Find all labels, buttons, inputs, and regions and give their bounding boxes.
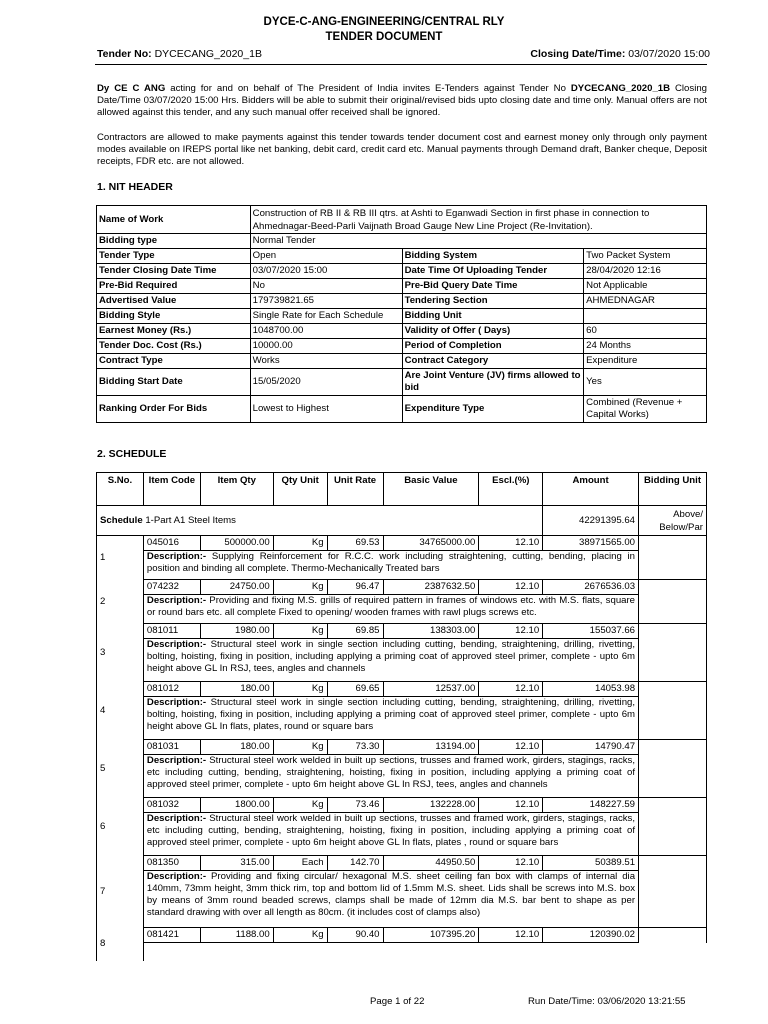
nit-label: Bidding Style (97, 309, 251, 324)
nit-value: Lowest to Highest (250, 396, 402, 423)
item-code: 074232 (143, 580, 200, 595)
item-sno: 2 (97, 580, 144, 624)
item-escl: 12.10 (479, 928, 543, 943)
col-header: Unit Rate (327, 473, 383, 506)
item-sno: 4 (97, 682, 144, 740)
nit-label: Expenditure Type (402, 396, 584, 423)
schedule-title: 2. SCHEDULE (97, 448, 167, 460)
item-description (143, 755, 638, 798)
item-bidding-unit (639, 740, 707, 755)
item-qty: 1980.00 (200, 624, 273, 639)
schedule-desc-row (97, 551, 707, 580)
item-description (143, 943, 638, 962)
table-row (97, 396, 707, 423)
schedule-desc-row (97, 755, 707, 798)
item-basic: 107395.20 (383, 928, 479, 943)
item-code: 081350 (143, 856, 200, 871)
schedule-desc-row (97, 595, 707, 624)
nit-label: Tender Closing Date Time (97, 264, 251, 279)
issuer: Dy CE C ANG (97, 83, 166, 94)
item-qty: 315.00 (200, 856, 273, 871)
item-code: 081011 (143, 624, 200, 639)
nit-label: Tender Type (97, 249, 251, 264)
item-escl: 12.10 (479, 682, 543, 697)
run-datetime: Run Date/Time: 03/06/2020 13:21:55 (528, 996, 686, 1007)
item-sno: 5 (97, 740, 144, 798)
schedule-desc-row (97, 813, 707, 856)
nit-value: 28/04/2020 12:16 (584, 264, 707, 279)
nit-value: Open (250, 249, 402, 264)
item-basic: 44950.50 (383, 856, 479, 871)
nit-value: 1048700.00 (250, 324, 402, 339)
nit-label: Bidding System (402, 249, 584, 264)
nit-value: Yes (584, 369, 707, 396)
schedule-item-row (97, 928, 707, 943)
schedule-desc-row (97, 871, 707, 928)
nit-label: Tender Doc. Cost (Rs.) (97, 339, 251, 354)
nit-header-title: 1. NIT HEADER (97, 181, 173, 193)
nit-label: Pre-Bid Required (97, 279, 251, 294)
schedule-group-row (97, 506, 707, 536)
item-bidding-unit-cont (639, 871, 707, 928)
item-unit: Kg (273, 624, 327, 639)
item-qty: 1800.00 (200, 798, 273, 813)
table-row (97, 234, 707, 249)
item-basic: 12537.00 (383, 682, 479, 697)
item-basic: 34765000.00 (383, 536, 479, 551)
table-row (97, 264, 707, 279)
nit-value: 03/07/2020 15:00 (250, 264, 402, 279)
col-header: S.No. (97, 473, 144, 506)
col-header: Basic Value (383, 473, 479, 506)
intro-paragraph-2: Contractors are allowed to make payments against this tender towards tender document cost and earnest money only through only payment modes available on IREPS portal like net banking, debit card, credit card etc. Manual payments through Demand draft, Banker cheque, Deposit receipts, FDR etc. are not allowed. (97, 132, 707, 167)
item-rate: 73.30 (327, 740, 383, 755)
item-qty: 500000.00 (200, 536, 273, 551)
schedule-desc-row (97, 639, 707, 682)
nit-label: Bidding Unit (402, 309, 584, 324)
description-text: Providing and fixing M.S. grills of required pattern in frames of windows etc. with M.S. flats, square or round bars etc. all complete Fixed to opening/ wooden frames with rawl plugs screws etc. (146, 595, 636, 618)
col-header: Amount (543, 473, 639, 506)
nit-value: Two Packet System (584, 249, 707, 264)
schedule-item-row (97, 580, 707, 595)
item-escl: 12.10 (479, 740, 543, 755)
item-rate: 69.65 (327, 682, 383, 697)
item-unit: Kg (273, 536, 327, 551)
item-description (143, 639, 638, 682)
bidding-type-label: Bidding type (97, 234, 251, 249)
schedule-name: 1-Part A1 Steel Items (142, 514, 236, 526)
nit-label: Advertised Value (97, 294, 251, 309)
item-amount: 14053.98 (543, 682, 639, 697)
nit-value: 179739821.65 (250, 294, 402, 309)
item-bidding-unit (639, 928, 707, 943)
nit-label: Ranking Order For Bids (97, 396, 251, 423)
item-bidding-unit (639, 580, 707, 595)
item-amount: 120390.02 (543, 928, 639, 943)
table-row (97, 279, 707, 294)
nit-value: Not Applicable (584, 279, 707, 294)
item-escl: 12.10 (479, 798, 543, 813)
item-sno: 3 (97, 624, 144, 682)
item-basic: 132228.00 (383, 798, 479, 813)
item-qty: 24750.00 (200, 580, 273, 595)
item-description (143, 697, 638, 740)
item-amount: 38971565.00 (543, 536, 639, 551)
nit-label: Pre-Bid Query Date Time (402, 279, 584, 294)
item-unit: Kg (273, 928, 327, 943)
name-of-work-value: Construction of RB II & RB III qtrs. at Ashti to Eganwadi Section in first phase in connection to Ahmednagar-Beed-Parli Vaijnath Broad Gauge New Line Project (Re-Invitation). (250, 206, 706, 234)
item-escl: 12.10 (479, 536, 543, 551)
item-amount: 50389.51 (543, 856, 639, 871)
item-qty: 1188.00 (200, 928, 273, 943)
nit-value: Combined (Revenue + Capital Works) (584, 396, 707, 423)
schedule-table (96, 472, 707, 961)
item-bidding-unit-cont (639, 943, 707, 962)
nit-label: Bidding Start Date (97, 369, 251, 396)
item-bidding-unit (639, 856, 707, 871)
item-unit: Kg (273, 798, 327, 813)
item-bidding-unit-cont (639, 639, 707, 682)
col-header: Qty Unit (273, 473, 327, 506)
item-basic: 138303.00 (383, 624, 479, 639)
item-unit: Each (273, 856, 327, 871)
nit-value: Single Rate for Each Schedule (250, 309, 402, 324)
item-description (143, 871, 638, 928)
description-text: Providing and fixing circular/ hexagonal M.S. sheet ceiling fan box with clamps of internal dia 140mm, 73mm height, 3mm thick rim, top and bottom lid of 1.5mm M.S. sheet. Lids shall be screws into M.S. box by means of 3mm round beaded screws, clamps shall be made of 12mm dia M.S. bar bent to shape as per standard drawing with over all length as 80cm. (it includes cost of clamps also) (146, 871, 636, 918)
description-text: Structural steel work in single section including cutting, bending, straightening, drilling, rivetting, bolting, hoisting, fixing in position, including applying a priming coat of approved steel primer, complete - upto 6m height above GL In RSJ, tees, angles and channels (146, 639, 636, 674)
table-row (97, 206, 707, 234)
item-amount: 2676536.03 (543, 580, 639, 595)
description-label: Description:- (146, 755, 207, 766)
bidding-type-value: Normal Tender (250, 234, 706, 249)
header-divider (95, 64, 707, 65)
item-escl: 12.10 (479, 624, 543, 639)
nit-label: Tendering Section (402, 294, 584, 309)
col-header: Item Qty (200, 473, 273, 506)
item-unit: Kg (273, 740, 327, 755)
schedule-item-row (97, 740, 707, 755)
item-rate: 69.53 (327, 536, 383, 551)
doc-title: TENDER DOCUMENT (325, 31, 443, 43)
item-qty: 180.00 (200, 682, 273, 697)
nit-value: Expenditure (584, 354, 707, 369)
schedule-item-row (97, 856, 707, 871)
nit-label: Validity of Offer ( Days) (402, 324, 584, 339)
nit-value: Works (250, 354, 402, 369)
description-label: Description:- (146, 551, 207, 562)
nit-value: 10000.00 (250, 339, 402, 354)
item-rate: 69.85 (327, 624, 383, 639)
intro-text-1: acting for and on behalf of The President of India invites E-Tenders against Tender No (165, 83, 571, 94)
description-text: Structural steel work welded in built up sections, trusses and framed work, girders, stagings, racks, etc including cutting, bending, straightening, hoisting, fixing in position, including applying a priming coat of approved steel primer, complete - upto 6m height above GL In RSJ, tees, angles and channels (146, 755, 636, 790)
item-qty: 180.00 (200, 740, 273, 755)
nit-value: 60 (584, 324, 707, 339)
table-row (97, 369, 707, 396)
closing-datetime (530, 48, 710, 60)
nit-label: Earnest Money (Rs.) (97, 324, 251, 339)
item-bidding-unit (639, 682, 707, 697)
name-of-work-label: Name of Work (97, 206, 251, 234)
item-amount: 148227.59 (543, 798, 639, 813)
description-label: Description:- (146, 639, 207, 650)
tender-ref: DYCECANG_2020_1B (570, 83, 671, 94)
tender-no-value: DYCECANG_2020_1B (154, 48, 262, 60)
nit-label: Contract Category (402, 354, 584, 369)
schedule-amount: 42291395.64 (543, 506, 639, 536)
schedule-desc-row (97, 943, 707, 962)
item-basic: 13194.00 (383, 740, 479, 755)
schedule-header-row (97, 473, 707, 506)
nit-label: Period of Completion (402, 339, 584, 354)
nit-value: No (250, 279, 402, 294)
table-row (97, 324, 707, 339)
schedule-label: Schedule (100, 514, 143, 526)
schedule-item-row (97, 536, 707, 551)
item-sno: 8 (97, 928, 144, 962)
page-number: Page 1 of 22 (370, 996, 425, 1007)
item-description (143, 813, 638, 856)
nit-value: AHMEDNAGAR (584, 294, 707, 309)
description-label: Description:- (146, 813, 207, 824)
item-amount: 14790.47 (543, 740, 639, 755)
schedule-item-row (97, 682, 707, 697)
item-sno: 7 (97, 856, 144, 928)
table-row (97, 339, 707, 354)
item-code: 081031 (143, 740, 200, 755)
item-sno: 6 (97, 798, 144, 856)
description-label: Description:- (146, 697, 207, 708)
nit-value: 15/05/2020 (250, 369, 402, 396)
item-sno: 1 (97, 536, 144, 580)
item-escl: 12.10 (479, 580, 543, 595)
schedule-group-name (97, 506, 543, 536)
tender-no-label: Tender No: (97, 48, 152, 60)
schedule-desc-row (97, 697, 707, 740)
item-bidding-unit-cont (639, 813, 707, 856)
item-rate: 96.47 (327, 580, 383, 595)
nit-table (96, 205, 707, 423)
nit-value (584, 309, 707, 324)
description-label: Description:- (146, 595, 207, 606)
col-header: Item Code (143, 473, 200, 506)
intro-text-2: Closing Date/Time 03/07/2020 15:00 Hrs. Bidders will be able to submit their original/revised bids upto closing date and time only. Manual offers are not allowed against this tender, and any such manual offer received shall be ignored. (97, 83, 707, 118)
nit-value: 24 Months (584, 339, 707, 354)
closing-value: 03/07/2020 15:00 (628, 48, 710, 60)
description-label: Description:- (146, 871, 207, 882)
item-bidding-unit (639, 798, 707, 813)
table-row (97, 249, 707, 264)
item-code: 081012 (143, 682, 200, 697)
col-header: Bidding Unit (639, 473, 707, 506)
description-text: Structural steel work in single section including cutting, bending, straightening, drilling, rivetting, bolting, hoisting, fixing in position, including applying a priming coat of approved steel primer, complete - upto 6m height above GL In flats, plates, round or square bars (146, 697, 636, 732)
item-unit: Kg (273, 580, 327, 595)
nit-label: Contract Type (97, 354, 251, 369)
closing-label: Closing Date/Time: (530, 48, 626, 60)
schedule-item-row (97, 624, 707, 639)
org-title: DYCE-C-ANG-ENGINEERING/CENTRAL RLY (263, 16, 505, 28)
item-bidding-unit (639, 624, 707, 639)
item-bidding-unit-cont (639, 595, 707, 624)
description-text: Supplying Reinforcement for R.C.C. work including straightening, cutting, bending, placing in position and binding all complete. Thermo-Mechanically Treated bars (146, 551, 636, 574)
item-rate: 73.46 (327, 798, 383, 813)
intro-paragraph-1 (97, 83, 707, 118)
table-row (97, 309, 707, 324)
item-rate: 90.40 (327, 928, 383, 943)
item-bidding-unit-cont (639, 551, 707, 580)
nit-label: Date Time Of Uploading Tender (402, 264, 584, 279)
item-bidding-unit-cont (639, 755, 707, 798)
table-row (97, 294, 707, 309)
item-code: 081032 (143, 798, 200, 813)
item-bidding-unit (639, 536, 707, 551)
item-amount: 155037.66 (543, 624, 639, 639)
schedule-bidding-unit: Above/ Below/Par (639, 506, 707, 536)
item-basic: 2387632.50 (383, 580, 479, 595)
item-description (143, 551, 638, 580)
schedule-item-row (97, 798, 707, 813)
table-row (97, 354, 707, 369)
description-text: Structural steel work welded in built up sections, trusses and framed work, girders, stagings, racks, etc including cutting, bending, straightening, hoisting, fixing in position, including applying a priming coat of approved steel primer, complete - upto 6m height above GL In flats, plates , round or square bars (146, 813, 636, 848)
item-code: 045016 (143, 536, 200, 551)
item-code: 081421 (143, 928, 200, 943)
tender-no (97, 48, 262, 60)
item-unit: Kg (273, 682, 327, 697)
item-bidding-unit-cont (639, 697, 707, 740)
item-description (143, 595, 638, 624)
item-rate: 142.70 (327, 856, 383, 871)
nit-label: Are Joint Venture (JV) firms allowed to bid (402, 369, 584, 396)
item-escl: 12.10 (479, 856, 543, 871)
col-header: Escl.(%) (479, 473, 543, 506)
